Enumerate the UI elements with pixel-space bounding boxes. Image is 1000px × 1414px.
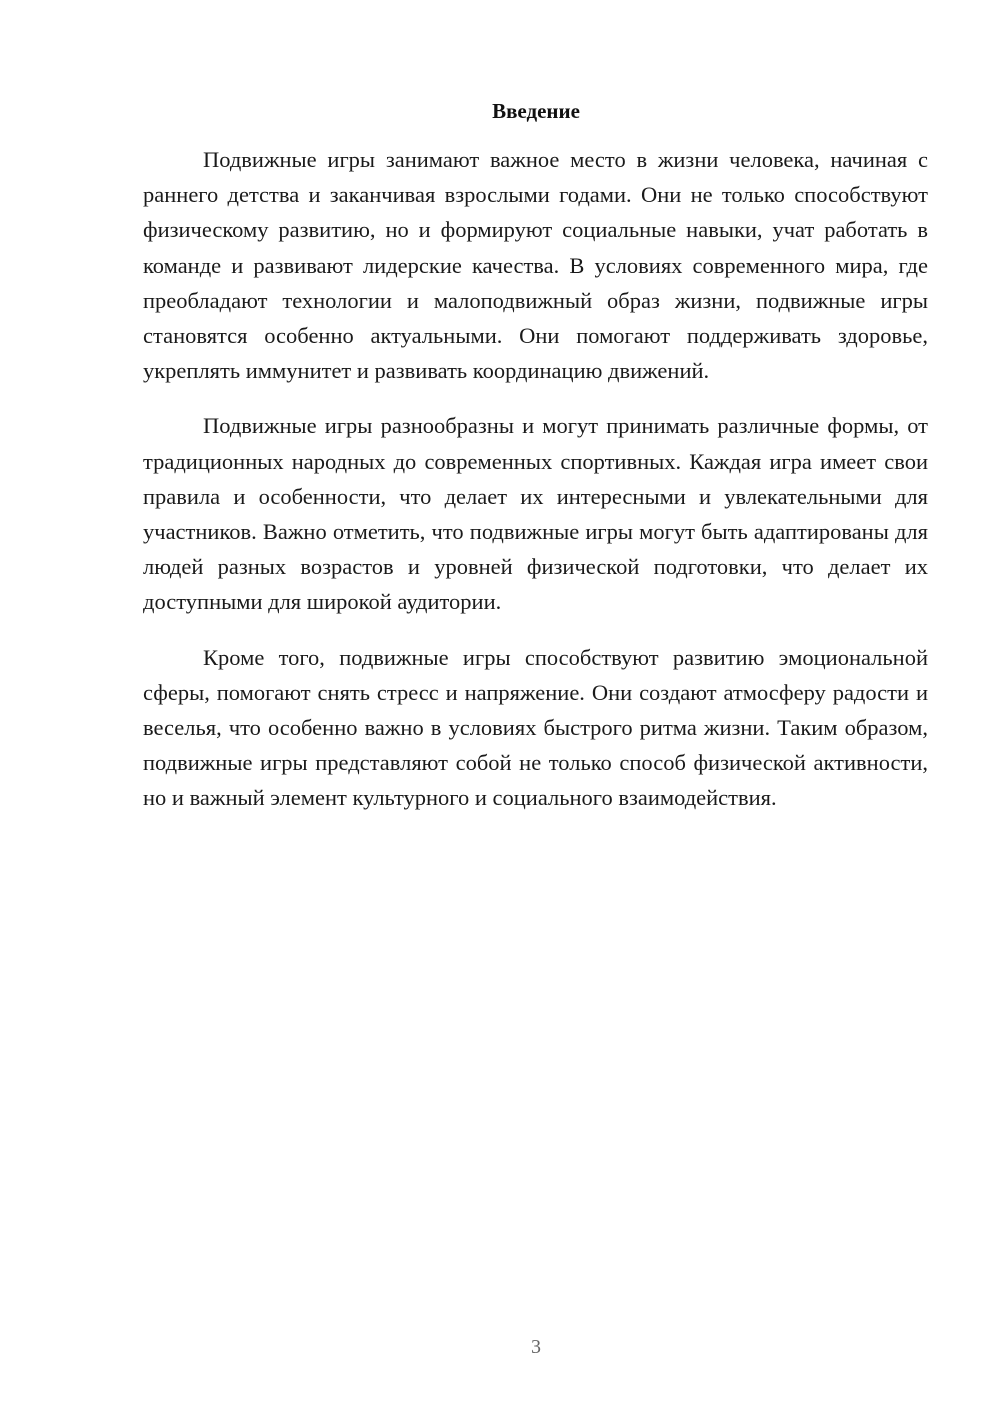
paragraph: Кроме того, подвижные игры способствуют развитию эмоциональной сферы, помогают снять стресс и напряжение. Они создают атмосферу радости и веселья, что особенно важно в условиях быстрого ритма жизни. Таким образом, подвижные игры представляют собой не только способ физической активности, но и важный элемент культурного и социального взаимодействия.: [143, 644, 928, 811]
body-text: [143, 142, 928, 836]
paragraph: Подвижные игры занимают важное место в жизни человека, начиная с раннего детства и заканчивая взрослыми годами. Они не только способствуют физическому развитию, но и формируют социальные навыки, учат работать в команде и развивают лидерские качества. В условиях современного мира, где преобладают технологии и малоподвижный образ жизни, подвижные игры становятся особенно актуальными. Они помогают поддерживать здоровье, укреплять иммунитет и развивать координацию движений.: [143, 147, 928, 384]
section-heading: Введение: [492, 99, 580, 123]
paragraph: Подвижные игры разнообразны и могут принимать различные формы, от традиционных народных до современных спортивных. Каждая игра имеет свои правила и особенности, что делает их интересными и увлекательными для участников. Важно отметить, что подвижные игры могут быть адаптированы для людей разных возрастов и уровней физической подготовки, что делает их доступными для широкой аудитории.: [143, 413, 928, 615]
page-number: 3: [531, 1336, 541, 1358]
